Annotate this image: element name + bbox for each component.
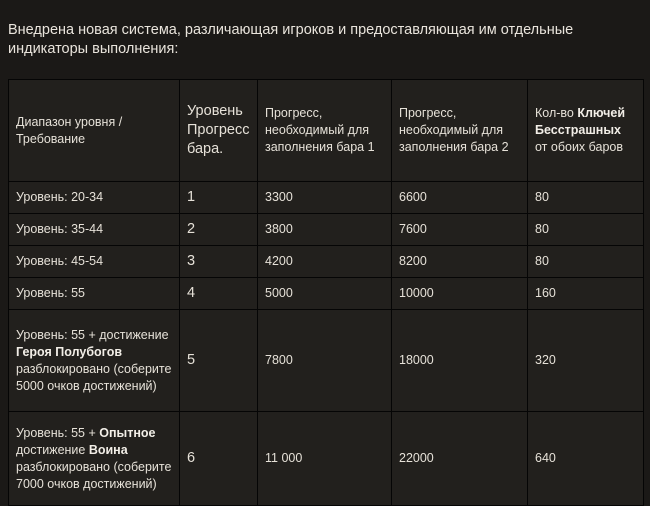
header-keys-suffix: от обоих баров <box>535 140 624 154</box>
table-row <box>9 310 644 412</box>
cell-level: 4 <box>180 278 258 310</box>
header-bar1: Прогресс, необходимый для заполнения бара 1 <box>258 80 392 182</box>
cell-bar2: 8200 <box>392 246 528 278</box>
header-keys <box>528 80 644 182</box>
intro-text: Внедрена новая система, различающая игроков и предоставляющая им отдельные индикаторы выполнения: <box>8 22 574 57</box>
cell-range <box>9 412 180 506</box>
header-range: Диапазон уровня / Требование <box>9 80 180 182</box>
cell-keys: 160 <box>528 278 644 310</box>
header-keys-prefix: Кол-во <box>535 106 578 120</box>
cell-range-text: достижение <box>16 442 89 457</box>
cell-bar1: 11 000 <box>258 412 392 506</box>
table-row <box>9 214 644 246</box>
cell-level: 2 <box>180 214 258 246</box>
cell-range-text: разблокировано (соберите 5000 очков достижений) <box>16 361 172 393</box>
cell-range-text: разблокировано (соберите 7000 очков достижений) <box>16 459 172 491</box>
cell-bar2: 18000 <box>392 310 528 412</box>
cell-range-bold: Опытное <box>99 425 156 440</box>
cell-bar2: 7600 <box>392 214 528 246</box>
header-level: Уровень Прогресс бара. <box>180 80 258 182</box>
cell-range: Уровень: 55 <box>9 278 180 310</box>
table-row <box>9 246 644 278</box>
cell-bar2: 10000 <box>392 278 528 310</box>
cell-keys: 80 <box>528 182 644 214</box>
progress-levels-table <box>8 79 644 506</box>
cell-range: Уровень: 20-34 <box>9 182 180 214</box>
cell-bar1: 3300 <box>258 182 392 214</box>
table-row <box>9 412 644 506</box>
cell-bar1: 5000 <box>258 278 392 310</box>
cell-range-bold: Воина <box>88 442 128 457</box>
header-bar2: Прогресс, необходимый для заполнения бара 2 <box>392 80 528 182</box>
cell-level: 1 <box>180 182 258 214</box>
cell-range-bold: Героя Полубогов <box>16 344 123 359</box>
cell-range-text: Уровень: 55 + <box>16 425 100 440</box>
cell-keys: 80 <box>528 214 644 246</box>
cell-bar1: 3800 <box>258 214 392 246</box>
cell-keys: 80 <box>528 246 644 278</box>
cell-range: Уровень: 45-54 <box>9 246 180 278</box>
cell-range: Уровень: 35-44 <box>9 214 180 246</box>
cell-bar1: 4200 <box>258 246 392 278</box>
cell-bar2: 6600 <box>392 182 528 214</box>
cell-keys: 320 <box>528 310 644 412</box>
table-row <box>9 182 644 214</box>
header-keys-bold: Ключей Бесстрашных <box>535 106 626 137</box>
cell-level: 3 <box>180 246 258 278</box>
cell-range-text: Уровень: 55 + достижение <box>16 327 169 342</box>
cell-bar1: 7800 <box>258 310 392 412</box>
cell-keys: 640 <box>528 412 644 506</box>
cell-range <box>9 310 180 412</box>
cell-level: 6 <box>180 412 258 506</box>
table-row <box>9 278 644 310</box>
cell-level: 5 <box>180 310 258 412</box>
cell-bar2: 22000 <box>392 412 528 506</box>
table-header-row <box>9 80 644 182</box>
